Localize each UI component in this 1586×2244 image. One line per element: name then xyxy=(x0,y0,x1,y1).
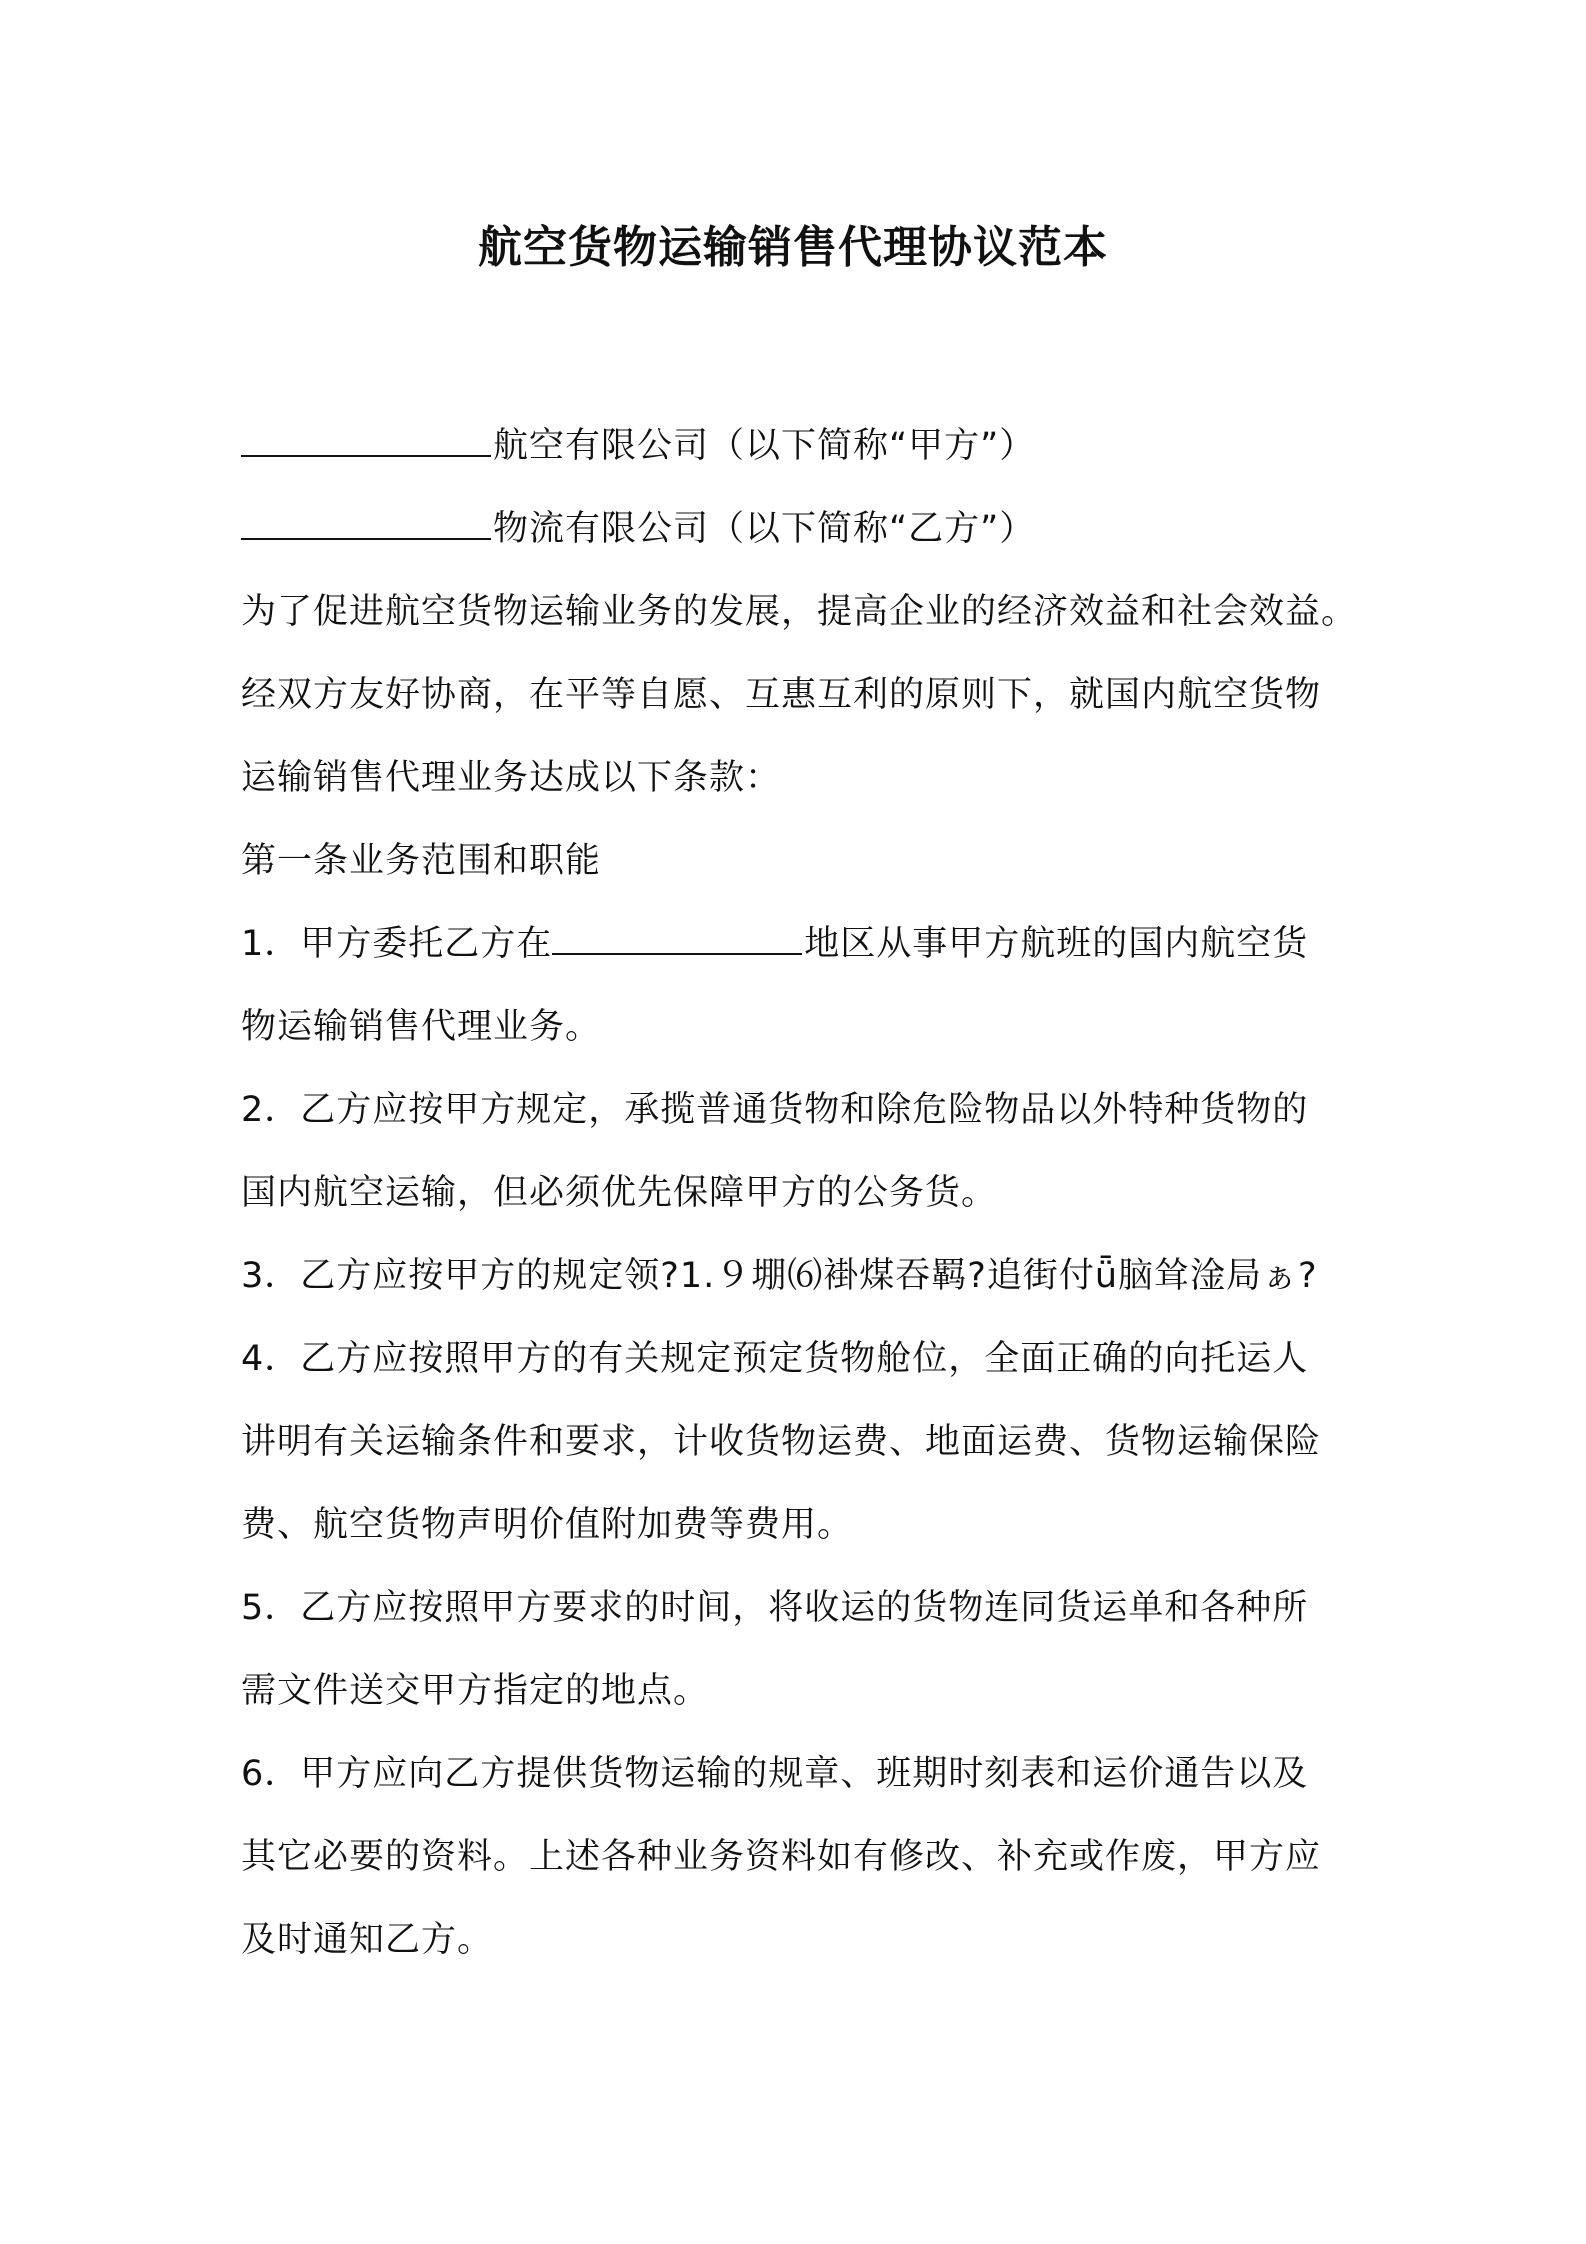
region-blank xyxy=(552,923,802,955)
clause-3-line: 3．乙方应按甲方的规定领?1.９堋⑹褂煤吞羁?追街付ǖ脑耸淦局ぁ? xyxy=(241,1256,1318,1296)
party-b-line xyxy=(241,488,1361,571)
clause-1-suffix: 地区从事甲方航班的国内航空货 xyxy=(804,924,1309,964)
clause-5-line: 5．乙方应按照甲方要求的时间，将收运的货物连同货运单和各种所 xyxy=(241,1588,1309,1628)
party-a-line xyxy=(241,405,1361,488)
preamble-line: 运输销售代理业务达成以下条款： xyxy=(241,758,782,798)
preamble-line: 经双方友好协商，在平等自愿、互惠互利的原则下，就国内航空货物 xyxy=(241,675,1322,715)
party-a-text: 航空有限公司（以下简称“甲方”） xyxy=(493,426,1036,466)
clause-1-line xyxy=(241,903,1361,986)
party-a-blank xyxy=(241,425,491,457)
party-b-text: 物流有限公司（以下简称“乙方”） xyxy=(493,509,1036,549)
clause-2-line: 2．乙方应按甲方规定，承揽普通货物和除危险物品以外特种货物的 xyxy=(241,1090,1309,1130)
clause-4-line: 4．乙方应按照甲方的有关规定预定货物舱位，全面正确的向托运人 xyxy=(241,1339,1309,1379)
clause-6-line: 其它必要的资料。上述各种业务资料如有修改、补充或作废，甲方应 xyxy=(241,1837,1322,1877)
clause-5-line: 需文件送交甲方指定的地点。 xyxy=(241,1671,710,1711)
document-title: 航空货物运输销售代理协议范本 xyxy=(478,222,1108,273)
clause-2-line: 国内航空运输，但必须优先保障甲方的公务货。 xyxy=(241,1173,998,1213)
clause-4-line: 讲明有关运输条件和要求，计收货物运费、地面运费、货物运输保险 xyxy=(241,1422,1322,1462)
document-body xyxy=(241,405,1361,1982)
party-b-blank xyxy=(241,508,491,540)
clause-6-line: 6．甲方应向乙方提供货物运输的规章、班期时刻表和运价通告以及 xyxy=(241,1754,1309,1794)
article-1-heading: 第一条业务范围和职能 xyxy=(241,841,602,881)
clause-6-line: 及时通知乙方。 xyxy=(241,1920,494,1960)
preamble-line: 为了促进航空货物运输业务的发展，提高企业的经济效益和社会效益。 xyxy=(241,592,1358,632)
clause-1-prefix: 1．甲方委托乙方在 xyxy=(241,924,553,964)
clause-1-line: 物运输销售代理业务。 xyxy=(241,1007,602,1047)
clause-4-line: 费、航空货物声明价值附加费等费用。 xyxy=(241,1505,854,1545)
